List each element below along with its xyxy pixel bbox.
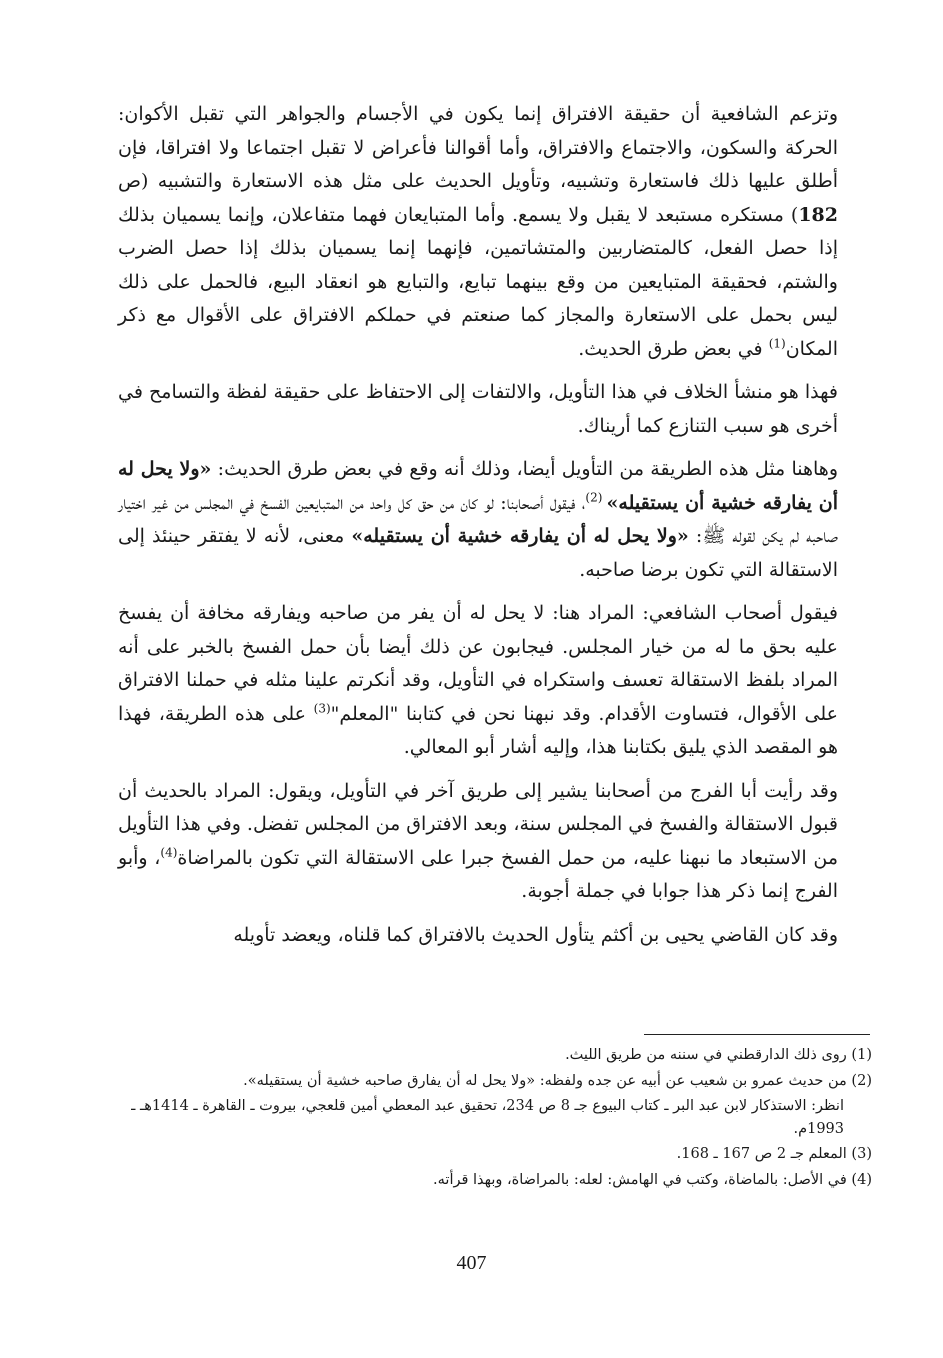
footnote-text: المعلم جـ 2 ص 167 ـ 168. — [676, 1146, 847, 1162]
paragraph-5 — [118, 775, 838, 909]
footnote-separator — [644, 1034, 870, 1035]
footnote-text: انظر: الاستذكار لابن عبد البر ـ كتاب البيوع جـ 8 ص 234، تحقيق عبد المعطي أمين قلعجي، بيروت ـ القاهرة ـ 1414هـ ـ 1993م. — [131, 1098, 844, 1137]
paragraph-6: وقد كان القاضي يحيى بن أكثم يتأول الحديث بالافتراق كما قلناه، ويعضد تأويله — [233, 923, 838, 946]
footnote-ref-3: (3) — [313, 701, 331, 716]
paragraph-1-text-a: وتزعم الشافعية أن حقيقة الافتراق إنما يكون في الأجسام والجواهر التي تقبل الأكوان: الحركة والسكون، والاجتماع والافتراق، وأما أقوالنا فأعراض لا تقبل اجتماعا ولا افتراقا، فإن أطلق عليها ذلك فاستعارة وتشبيه، وتأويل الحديث على مثل هذه الاستعارة والتشبيه (ص — [118, 103, 838, 192]
paragraph-3-text-c: معنى، لأنه لا يفتقر حينئذ إلى الاستقالة التي تكون برضا صاحبه. — [118, 525, 838, 581]
footnote-1 — [118, 1044, 872, 1067]
hadith-quote-2: «ولا يحل له أن يفارقه خشية أن يستقيله» — [351, 525, 689, 547]
page-reference: 182 — [798, 203, 838, 226]
page-number: 407 — [456, 1252, 487, 1274]
paragraph-5-text-b: ، وأبو الفرج إنما ذكر هذا جوابا في جملة أجوبة. — [118, 846, 838, 902]
footnote-2 — [118, 1070, 872, 1093]
paragraph-1-text-c: في بعض طرق الحديث. — [578, 337, 769, 360]
paragraph-4-text-a: فيقول أصحاب الشافعي: المراد هنا: لا يحل له أن يفر من صاحبه ويفارقه مخافة أن يفسخ عليه بحق ما له من خيار المجلس. فيجابون عن ذلك أيضا بأن حمل الفسخ بالخبر على أنه المراد بلفظ الاستقالة تعسف واستكراه في التأويل، وقد أنكرتم علينا مثله في حملنا الافتراق على الأقوال، فتساوت الأقدام. وقد نبهنا نحن في كتابنا "المعلم" — [118, 602, 838, 725]
footnotes — [118, 1044, 872, 1194]
footnote-ref-2: (2) — [585, 490, 607, 505]
paragraph-1 — [118, 98, 838, 366]
paragraph-4-text-b: على هذه الطريقة، فهذا هو المقصد الذي يليق بكتابنا هذا، وإليه أشار أبو المعالي. — [118, 702, 838, 758]
main-text — [118, 98, 838, 962]
paragraph-4 — [118, 597, 838, 765]
footnote-3 — [118, 1143, 872, 1166]
footnote-number: (1) — [851, 1047, 872, 1063]
footnote-number: (2) — [851, 1072, 872, 1089]
footnote-ref-4: (4) — [160, 845, 178, 860]
paragraph-3-text-a: وهاهنا مثل هذه الطريقة من التأويل أيضا، وذلك أنه وقع في بعض طرق الحديث: — [211, 458, 838, 480]
paragraph-2: فهذا هو منشأ الخلاف في هذا التأويل، والالتفات إلى الاحتفاظ على حقيقة لفظة والتسامح في أخرى هو سبب التنازع كما أريناك. — [118, 381, 838, 437]
footnote-text: في الأصل: بالماضاة، وكتب في الهامش: لعله: بالمراضاة، وبهذا قرأته. — [433, 1171, 847, 1188]
footnote-2-continuation — [118, 1095, 872, 1140]
hadith-quote-1: «ولا يحل له أن يفارقه خشية أن يستقيله» — [118, 458, 838, 514]
footnote-number: (4) — [851, 1171, 872, 1188]
footnote-4 — [118, 1169, 872, 1192]
paragraph-5-text-a: وقد رأيت أبا الفرج من أصحابنا يشير إلى طريق آخر في التأويل، ويقول: المراد بالحديث أن قبول الاستقالة والفسخ في المجلس سنة، وبعد الافتراق من المجلس تفضل. وفي هذا التأويل من الاستبعاد ما نبهنا عليه، من حمل الفسخ جبرا على الاستقالة التي تكون بالمراضاة — [117, 779, 839, 869]
footnote-text: من حديث عمرو بن شعيب عن أبيه عن جده ولفظه: «ولا يحل له أن يفارق صاحبه خشية أن يستقيله». — [243, 1072, 847, 1089]
footnote-text: روى ذلك الدارقطني في سننه من طريق الليث. — [565, 1047, 847, 1063]
paragraph-3 — [118, 453, 838, 587]
footnote-ref-1: (1) — [768, 336, 786, 351]
paragraph-3-text-b: ، فيقول أصحابنا: لو كان من حق كل واحد من المتبايعين الفسخ في المجلس من غير اختيار صاحبه لم يكن لقوله ﷺ: — [118, 491, 839, 547]
paragraph-1-text-b: ) مستكره مستبعد لا يقبل ولا يسمع. وأما المتبايعان فهما متفاعلان، وإنما يسميان بذلك إذا حصل الفعل، كالمتضاربين والمتشاتمين، فإنهما إنما يسميان بذلك إذا حصل الضرب والشتم، فحقيقة المتبايعين من وقع بينهما تبايع، والتبايع هو انعقاد البيع، فالحمل على ذلك ليس بحمل على الاستعارة والمجاز كما صنعتم في حملكم الافتراق على الأقوال مع ذكر المكان — [118, 203, 838, 360]
footnote-number: (3) — [851, 1146, 872, 1162]
